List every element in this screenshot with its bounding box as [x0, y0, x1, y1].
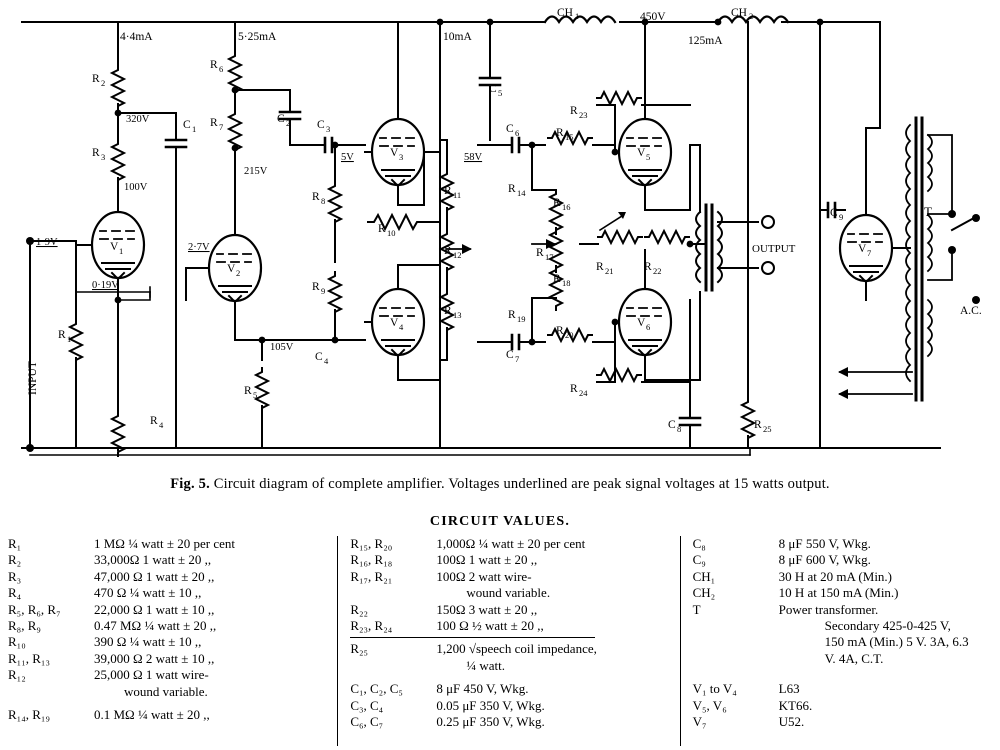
- cv-row: [350, 585, 679, 601]
- label-current-3: 10mA: [443, 31, 472, 43]
- cv-key: V₇: [692, 714, 707, 730]
- cv-row: [8, 634, 337, 650]
- label-105v: 105V: [270, 342, 294, 353]
- cv-row: [693, 714, 992, 730]
- svg-text:2: 2: [236, 268, 241, 278]
- cv-key: R₁₁, R₁₃: [8, 650, 50, 666]
- circuit-values-table: [8, 536, 992, 746]
- label-C2: C: [277, 113, 285, 125]
- label-V7: V: [858, 243, 867, 255]
- cv-value: 8 μF 600 V, Wkg.: [778, 552, 871, 568]
- svg-text:24: 24: [579, 388, 588, 398]
- figure-number: Fig. 5.: [170, 476, 210, 492]
- svg-text:7: 7: [867, 248, 872, 258]
- label-100v: 100V: [124, 182, 148, 193]
- cv-key: R₈, R₉: [8, 618, 41, 634]
- cv-row: [693, 602, 992, 618]
- cv-row: [8, 684, 337, 700]
- cv-value: 33,000Ω 1 watt ± 20 ,,: [94, 552, 212, 568]
- label-V2: V: [227, 263, 236, 275]
- label-R3: R: [92, 147, 100, 159]
- cv-key: C₉: [692, 552, 706, 568]
- svg-text:6: 6: [515, 128, 520, 138]
- svg-text:5: 5: [253, 390, 258, 400]
- cv-value: 8 μF 550 V, Wkg.: [778, 536, 871, 551]
- cv-value: L63: [778, 681, 800, 697]
- cv-key: C₃, C₄: [350, 697, 384, 713]
- cv-value: 1,000Ω ¼ watt ± 20 per cent: [436, 536, 586, 551]
- label-5v: 5V: [341, 152, 354, 163]
- label-R10: R: [378, 223, 386, 235]
- label-R14: R: [508, 183, 516, 195]
- cv-key: C₈: [692, 536, 706, 551]
- cv-row: [8, 536, 337, 552]
- label-V3: V: [390, 147, 399, 159]
- label-R17: R: [536, 247, 544, 259]
- svg-text:3: 3: [399, 152, 404, 162]
- cv-value: Power transformer.: [778, 601, 879, 617]
- cv-key: R₁₀: [8, 634, 26, 650]
- svg-text:17: 17: [545, 252, 554, 262]
- cv-key: R₁₆, R₁₈: [350, 552, 393, 568]
- svg-text:12: 12: [453, 250, 462, 260]
- svg-text:9: 9: [839, 212, 844, 222]
- cv-row: [693, 634, 992, 650]
- cv-row: [350, 569, 679, 585]
- cv-row: [8, 602, 337, 618]
- label-R18: R: [553, 273, 561, 285]
- svg-text:5: 5: [646, 152, 651, 162]
- cv-value: 22,000 Ω 1 watt ± 10 ,,: [94, 601, 215, 617]
- cv-row: [693, 536, 992, 552]
- svg-text:25: 25: [763, 424, 772, 434]
- cv-row: [693, 552, 992, 568]
- cv-value: 100 Ω ½ watt ± 20 ,,: [436, 618, 544, 634]
- cv-key: R₁₇, R₂₁: [350, 568, 393, 584]
- label-current-1: 4·4mA: [120, 31, 153, 43]
- cv-row: [693, 569, 992, 585]
- svg-text:13: 13: [453, 310, 462, 320]
- cv-value: wound variable.: [466, 585, 551, 601]
- label-320v: 320V: [126, 114, 150, 125]
- svg-text:15: 15: [565, 132, 574, 142]
- cv-key: R₁₂: [8, 667, 26, 683]
- cv-value: 100Ω 2 watt wire-: [436, 568, 532, 584]
- cv-spacer: [693, 674, 992, 681]
- cv-value: 25,000 Ω 1 watt wire-: [94, 667, 209, 683]
- cv-key: V₅, V₆: [692, 697, 727, 713]
- cv-row: [8, 569, 337, 585]
- circuit-values-column-3: [680, 536, 992, 746]
- svg-text:6: 6: [219, 64, 224, 74]
- cv-key: R₁₄, R₁₉: [8, 707, 50, 723]
- label-R21: R: [596, 261, 604, 273]
- label-T: T: [924, 204, 932, 219]
- label-V5: V: [637, 147, 646, 159]
- label-R7: R: [210, 117, 218, 129]
- cv-value: 0.47 MΩ ¼ watt ± 20 ,,: [94, 618, 217, 634]
- cv-row: [8, 552, 337, 568]
- svg-text:1: 1: [119, 246, 124, 256]
- svg-text:4: 4: [399, 322, 404, 332]
- cv-row: [8, 651, 337, 667]
- svg-text:7: 7: [515, 354, 520, 364]
- label-C3: C: [317, 119, 325, 131]
- label-V1: V: [110, 241, 119, 253]
- svg-text:20: 20: [565, 330, 574, 340]
- cv-value: 39,000 Ω 2 watt ± 10 ,,: [94, 650, 215, 666]
- label-C5: C: [489, 83, 497, 95]
- svg-text:6: 6: [646, 322, 651, 332]
- label-R9: R: [312, 281, 320, 293]
- svg-text:1: 1: [575, 11, 580, 21]
- cv-row: [693, 618, 992, 634]
- svg-text:5: 5: [498, 88, 503, 98]
- cv-key: R₂₂: [350, 601, 369, 617]
- svg-text:22: 22: [653, 266, 662, 276]
- cv-value: KT66.: [778, 697, 813, 713]
- cv-key: R₁₅, R₂₀: [350, 536, 393, 551]
- cv-row: [350, 536, 679, 552]
- label-output: OUTPUT: [752, 243, 796, 255]
- svg-text:2: 2: [101, 78, 106, 88]
- cv-value: ¼ watt.: [466, 657, 505, 673]
- cv-row: [350, 641, 679, 657]
- label-R15: R: [556, 127, 564, 139]
- label-215v: 215V: [244, 166, 268, 177]
- svg-text:10: 10: [387, 228, 396, 238]
- label-C6: C: [506, 123, 514, 135]
- label-current-2: 5·25mA: [238, 31, 277, 43]
- label-R8: R: [312, 191, 320, 203]
- cv-spacer: [350, 674, 679, 681]
- circuit-values-heading: CIRCUIT VALUES.: [429, 514, 571, 529]
- cv-row: [693, 681, 992, 697]
- cv-row: [8, 667, 337, 683]
- svg-text:8: 8: [677, 424, 682, 434]
- label-C8: C: [668, 419, 676, 431]
- svg-text:23: 23: [579, 110, 588, 120]
- label-R24: R: [570, 383, 578, 395]
- label-019v: 0·19V: [92, 280, 119, 291]
- label-V6: V: [637, 317, 646, 329]
- cv-value: 0.25 μF 350 V, Wkg.: [436, 714, 545, 730]
- label-R20: R: [556, 325, 564, 337]
- label-ac: A.C.: [960, 305, 982, 317]
- svg-text:19: 19: [517, 314, 526, 324]
- cv-value: wound variable.: [124, 683, 208, 699]
- label-R1: R: [58, 329, 66, 341]
- svg-text:2: 2: [286, 118, 291, 128]
- label-R6: R: [210, 59, 218, 71]
- svg-text:4: 4: [324, 356, 329, 366]
- cv-key: R₅, R₆, R₇: [8, 601, 61, 617]
- label-R19: R: [508, 309, 516, 321]
- label-R13: R: [444, 305, 452, 317]
- cv-row: [350, 681, 679, 697]
- svg-text:3: 3: [326, 124, 331, 134]
- svg-text:21: 21: [605, 266, 614, 276]
- cv-row: [693, 651, 992, 667]
- cv-row: [693, 698, 992, 714]
- cv-value: 1 MΩ ¼ watt ± 20 per cent: [94, 536, 235, 551]
- svg-text:14: 14: [517, 188, 526, 198]
- label-27v: 2·7V: [188, 242, 210, 253]
- cv-row: [8, 585, 337, 601]
- cv-key: R₃: [8, 568, 22, 584]
- label-ch2: CH: [731, 7, 747, 19]
- label-supply-voltage: 450V: [640, 11, 666, 23]
- cv-value: 47,000 Ω 1 watt ± 20 ,,: [94, 568, 215, 584]
- cv-spacer: [693, 667, 992, 674]
- svg-text:3: 3: [101, 152, 106, 162]
- label-V4: V: [390, 317, 399, 329]
- figure-caption-text: Circuit diagram of complete amplifier. Voltages underlined are peak signal voltages at 15 watts output.: [213, 476, 830, 492]
- cv-key: CH₂: [692, 585, 716, 601]
- cv-value: 1,200 √speech coil impedance,: [436, 641, 597, 657]
- svg-text:11: 11: [453, 190, 462, 200]
- label-C1: C: [183, 119, 191, 131]
- cv-value: 30 H at 20 mA (Min.): [778, 568, 893, 584]
- circuit-values-column-1: [8, 536, 337, 746]
- svg-text:16: 16: [562, 202, 571, 212]
- svg-text:8: 8: [321, 196, 326, 206]
- svg-text:18: 18: [562, 278, 571, 288]
- cv-value: Secondary 425-0-425 V,: [824, 618, 951, 634]
- cv-key: R₂: [8, 552, 22, 568]
- cv-key: C₆, C₇: [350, 714, 384, 730]
- label-R16: R: [553, 197, 561, 209]
- cv-row: [350, 552, 679, 568]
- cv-value: 150Ω 3 watt ± 20 ,,: [436, 601, 538, 617]
- cv-value: 10 H at 150 mA (Min.): [778, 585, 899, 601]
- cv-key: R₂₃, R₂₄: [350, 618, 393, 634]
- cv-value: V. 4A, C.T.: [824, 650, 884, 666]
- cv-spacer: [8, 700, 337, 707]
- cv-row: [350, 658, 679, 674]
- label-R2: R: [92, 73, 100, 85]
- cv-row: [350, 698, 679, 714]
- cv-row: [8, 618, 337, 634]
- cv-divider-rule: [350, 637, 595, 638]
- label-R22: R: [644, 261, 652, 273]
- cv-key: V₁ to V₄: [692, 681, 737, 697]
- cv-value: 390 Ω ¼ watt ± 10 ,,: [94, 634, 202, 650]
- cv-key: R₂₅: [350, 641, 369, 657]
- svg-text:7: 7: [219, 122, 224, 132]
- cv-key: R₄: [8, 585, 22, 601]
- cv-key: C₁, C₂, C₅: [350, 681, 403, 697]
- cv-value: 8 μF 450 V, Wkg.: [436, 681, 529, 697]
- label-C9: C: [830, 207, 838, 219]
- cv-row: [350, 714, 679, 730]
- cv-key: R₁: [8, 536, 22, 551]
- label-C4: C: [315, 351, 323, 363]
- cv-row: [693, 585, 992, 601]
- cv-row: [350, 602, 679, 618]
- cv-row: [8, 707, 337, 723]
- cv-key: CH₁: [692, 568, 716, 584]
- label-R5: R: [244, 385, 252, 397]
- label-R23: R: [570, 105, 578, 117]
- cv-value: 470 Ω ¼ watt ± 10 ,,: [94, 585, 202, 601]
- cv-value: 0.1 MΩ ¼ watt ± 20 ,,: [94, 707, 210, 723]
- label-R11: R: [444, 185, 452, 197]
- label-ch1: CH: [557, 7, 573, 19]
- svg-text:2: 2: [749, 11, 754, 21]
- figure-caption: [0, 476, 1000, 493]
- svg-text:9: 9: [321, 286, 326, 296]
- label-current-4: 125mA: [688, 35, 723, 47]
- svg-text:1: 1: [67, 334, 72, 344]
- cv-value: 0.05 μF 350 V, Wkg.: [436, 697, 545, 713]
- label-R4: R: [150, 415, 158, 427]
- label-input: INPUT: [27, 361, 39, 395]
- svg-text:1: 1: [192, 124, 197, 134]
- svg-text:4: 4: [159, 420, 164, 430]
- label-R12: R: [444, 245, 452, 257]
- circuit-values-column-2: [337, 536, 679, 746]
- cv-value: 100Ω 1 watt ± 20 ,,: [436, 552, 538, 568]
- cv-key: T: [692, 601, 701, 617]
- cv-value: 150 mA (Min.) 5 V. 3A, 6.3: [824, 634, 969, 650]
- label-R25: R: [754, 419, 762, 431]
- cv-row: [350, 618, 679, 634]
- label-1v9: 1·9V: [36, 237, 58, 248]
- label-58v: 58V: [464, 152, 483, 163]
- label-C7: C: [506, 349, 514, 361]
- cv-value: U52.: [778, 714, 805, 730]
